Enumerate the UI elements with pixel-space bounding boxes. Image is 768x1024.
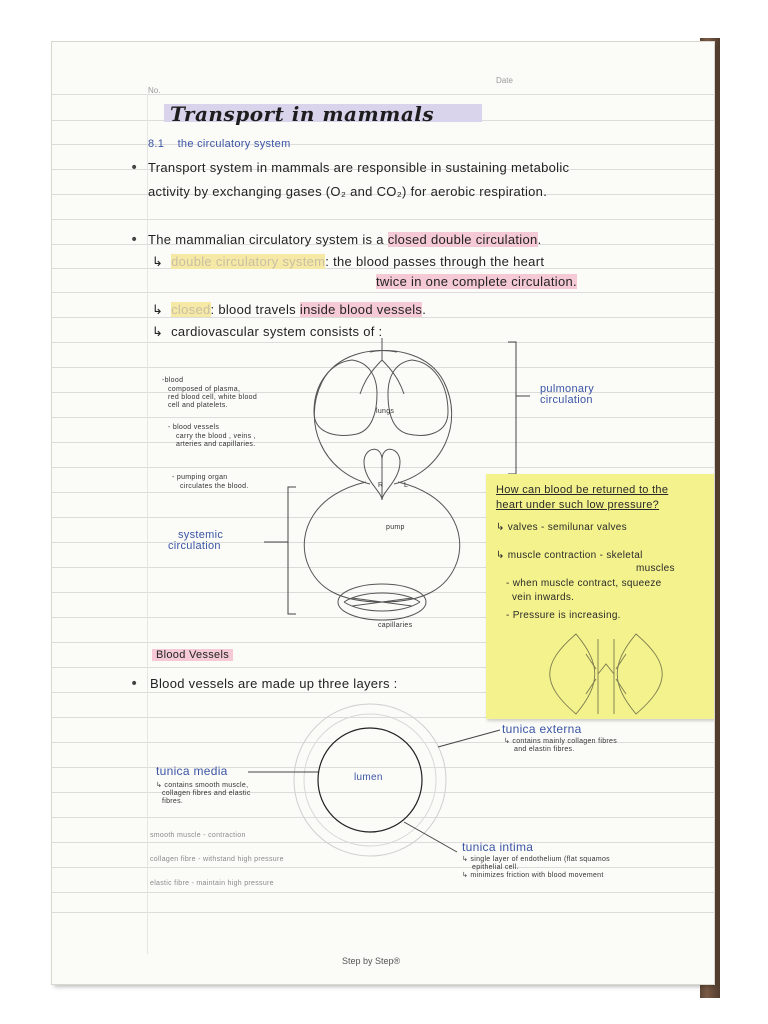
date-label: Date <box>496 76 513 85</box>
footer-brand: Step by Step® <box>342 956 401 966</box>
valve-shape <box>598 664 614 674</box>
externa-pointer <box>438 730 500 747</box>
highlight-twice: twice in one complete circulation. <box>376 274 577 289</box>
cardiovascular-text: cardiovascular system consists of : <box>171 324 383 339</box>
blood-desc-3: cell and platelets. <box>168 402 228 409</box>
circulation-word: circulation <box>540 394 593 406</box>
footnote-elastic: elastic fibre - maintain high pressure <box>150 880 274 887</box>
highlight-closed-double-circulation: closed double circulation <box>387 232 538 247</box>
bullet: • <box>130 160 139 176</box>
highlight-inside-blood-vessels: inside blood vessels <box>299 302 423 317</box>
sticky-answer-muscle-1: ↳ muscle contraction - skeletal <box>496 550 643 561</box>
arrow-icon: ↳ <box>152 302 164 317</box>
notebook-page <box>52 42 714 984</box>
sticky-question-2: heart under such low pressure? <box>496 499 660 511</box>
para2-end: . <box>537 232 542 247</box>
systemic-word: systemic <box>178 529 224 541</box>
blood-desc-1: composed of plasma, <box>168 386 241 393</box>
section-name: the circulatory system <box>177 138 291 150</box>
section-number: 8.1 <box>148 138 165 150</box>
no-label: No. <box>148 86 161 95</box>
sticky-answer-muscle-2: muscles <box>636 563 675 574</box>
right-lung-shape <box>388 360 448 435</box>
vessels-label: - blood vessels <box>168 424 220 431</box>
media-desc-1: ↳ contains smooth muscle, <box>156 782 249 789</box>
muscle-vein-sketch <box>486 474 714 719</box>
term-double-circulatory-system: double circulatory system <box>171 254 326 269</box>
vessels-desc-1: carry the blood , veins , <box>176 433 256 440</box>
term-closed: closed <box>171 302 211 317</box>
intima-desc-1: ↳ single layer of endothelium (flat squamos <box>462 856 610 863</box>
circulation-word: circulation <box>168 540 221 552</box>
tunica-intima-label: tunica intima <box>462 840 534 854</box>
sticky-note <box>486 474 714 719</box>
capillaries-label: capillaries <box>378 622 413 629</box>
para2-text: The mammalian circulatory system is a <box>148 232 388 247</box>
muscle-shape <box>550 634 595 714</box>
double-circulatory-definition: : the blood passes through the heart <box>325 254 545 269</box>
arrow-icon: ↳ <box>152 324 164 339</box>
pulmonary-loop <box>314 351 397 484</box>
tunica-media-label: tunica media <box>156 764 228 778</box>
systemic-label <box>168 530 223 552</box>
vein-walls <box>598 639 614 714</box>
sticky-question-1: How can blood be returned to the <box>496 484 669 496</box>
organ-label: - pumping organ <box>172 474 228 481</box>
media-desc-3: fibres. <box>162 798 184 805</box>
tunica-externa-label: tunica externa <box>502 722 582 736</box>
sticky-answer-valves: ↳ valves - semilunar valves <box>496 522 627 533</box>
capillary-lines <box>344 593 420 611</box>
bullet: • <box>130 232 139 248</box>
muscle-shape <box>617 634 662 714</box>
bullet: • <box>130 676 139 692</box>
left-lung-shape <box>314 360 377 435</box>
closed-definition: : blood travels <box>210 302 300 317</box>
externa-desc-2: and elastin fibres. <box>514 746 575 753</box>
para1-line2: activity by exchanging gases (O₂ and CO₂) for aerobic respiration. <box>148 184 548 199</box>
pump-label: pump <box>386 524 405 531</box>
footnote-collagen: collagen fibre - withstand high pressure <box>150 856 284 863</box>
para1-line1: Transport system in mammals are responsible in sustaining metabolic <box>148 160 570 175</box>
vessels-bullet: Blood vessels are made up three layers : <box>150 676 398 691</box>
sticky-answer-contract-2: vein inwards. <box>512 592 575 603</box>
systemic-bracket <box>288 487 296 614</box>
blood-vessels-heading <box>152 649 233 661</box>
vessels-desc-2: arteries and capillaries. <box>176 441 256 448</box>
blood-desc-2: red blood cell, white blood <box>168 394 258 401</box>
right-side-label: R <box>378 482 384 489</box>
media-desc-2: collagen fibres and elastic <box>162 790 251 797</box>
organ-desc: circulates the blood. <box>180 483 249 490</box>
sticky-answer-pressure: - Pressure is increasing. <box>506 610 621 621</box>
pulmonary-word: pulmonary <box>540 383 595 395</box>
intima-desc-2: epithelial cell. <box>472 864 519 871</box>
lumen-label: lumen <box>354 772 383 783</box>
systemic-loop <box>304 482 382 602</box>
page-title: Transport in mammals <box>170 102 435 126</box>
intima-desc-3: ↳ minimizes friction with blood movement <box>462 872 604 879</box>
blood-vessels-heading-text: Blood Vessels <box>152 649 233 661</box>
lungs-label: lungs <box>376 408 395 415</box>
footnote-smooth-muscle: smooth muscle - contraction <box>150 832 246 839</box>
externa-desc-1: ↳ contains mainly collagen fibres <box>504 738 618 745</box>
left-side-label: L <box>404 482 409 489</box>
arrow-icon: ↳ <box>152 254 164 269</box>
sticky-answer-contract-1: - when muscle contract, squeeze <box>506 578 662 589</box>
blood-label: -blood <box>162 377 184 384</box>
pulmonary-bracket <box>508 342 516 474</box>
pulmonary-label <box>540 384 594 406</box>
closed-end: . <box>422 302 427 317</box>
systemic-loop <box>382 482 460 602</box>
